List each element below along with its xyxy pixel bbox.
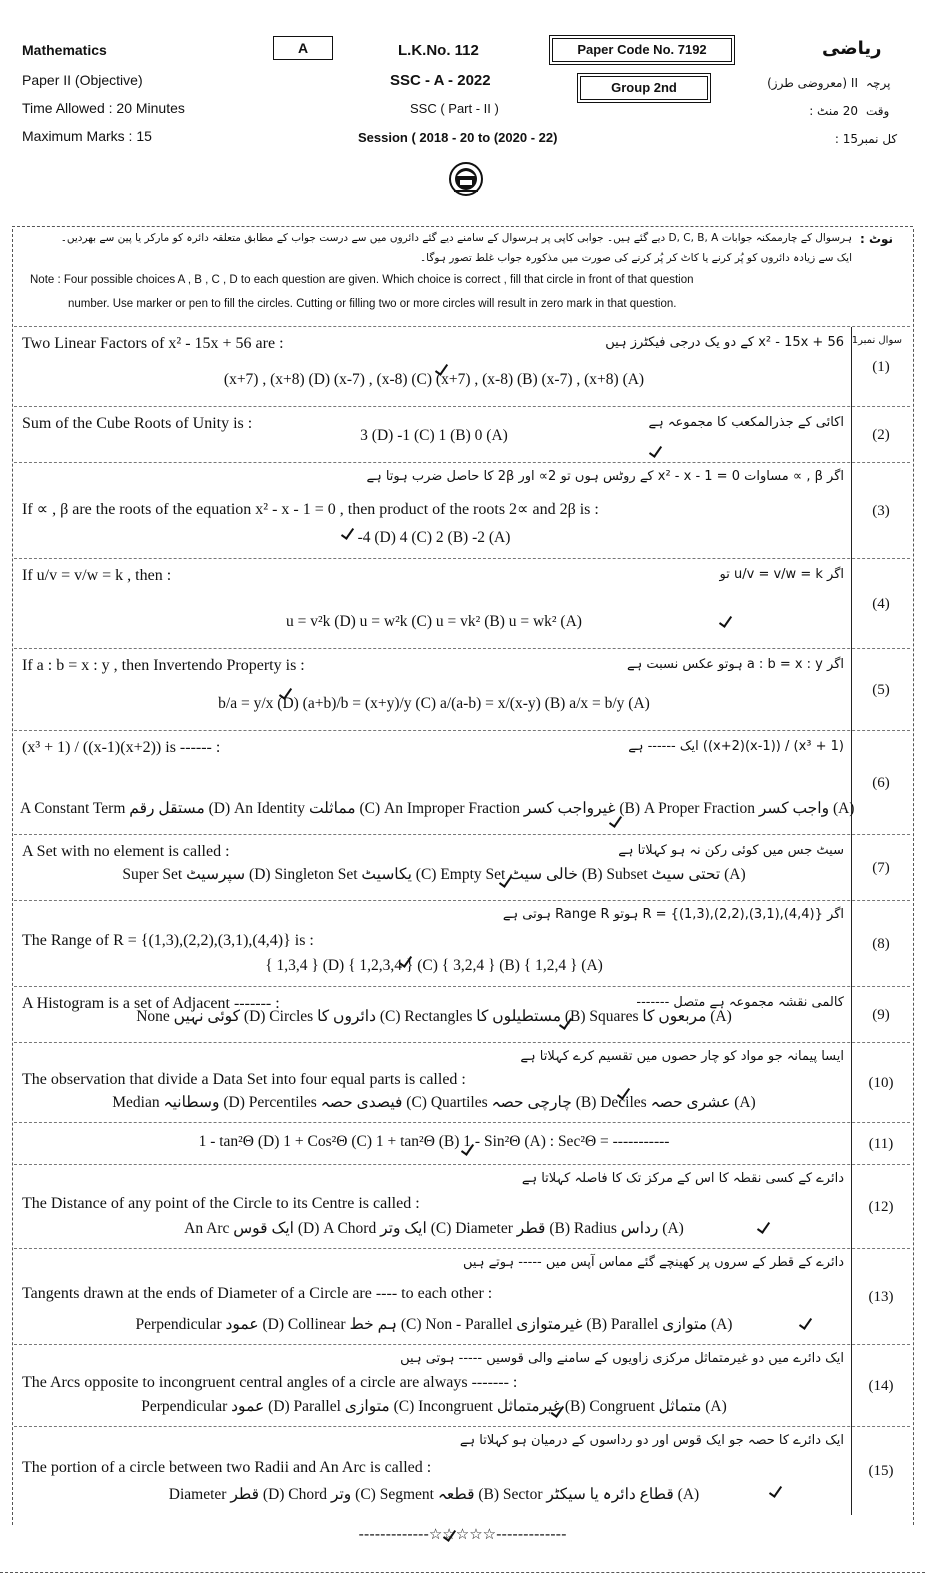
question-options: Perpendicular عمود (D) Parallel متوازی (C) Incongruent غیرمتماثل (B) Congruent متماثل (A) bbox=[141, 1398, 727, 1415]
question-options: 1 - tan²Θ (D) 1 + Cos²Θ (C) 1 + tan²Θ (B) 1 - Sin²Θ (A) : Sec²Θ = ----------- bbox=[198, 1133, 670, 1150]
question-number: (13) bbox=[851, 1249, 910, 1345]
question-number: (14) bbox=[851, 1345, 910, 1427]
question-text-urdu: سیٹ جس میں کوئی رکن نہ ہو کہلاتا ہے bbox=[618, 843, 844, 858]
question-options: (x+7) , (x+8) (D) (x-7) , (x-8) (C) (x+7) , (x-8) (B) (x-7) , (x+8) (A) bbox=[223, 371, 645, 388]
marks-label: Maximum Marks : 15 bbox=[22, 128, 152, 144]
part-label: SSC ( Part - II ) bbox=[410, 101, 499, 116]
question-row bbox=[14, 406, 910, 463]
question-options: 3 (D) -1 (C) 1 (B) 0 (A) bbox=[360, 427, 508, 444]
question-text-english: The Range of R = {(1,3),(2,2),(3,1),(4,4)} is : bbox=[22, 932, 314, 949]
answer-tick-mark bbox=[800, 1310, 816, 1330]
lk-number: L.K.No. 112 bbox=[398, 42, 479, 59]
question-text-urdu: x² - 15x + 56 کے دو یک درجی فیکٹرز ہیں bbox=[605, 335, 844, 350]
question-row bbox=[14, 462, 910, 559]
ssc-title: SSC - A - 2022 bbox=[390, 72, 491, 89]
question-number: (10) bbox=[851, 1043, 910, 1123]
urdu-paper-label: پرچہ bbox=[866, 76, 891, 90]
answer-tick-mark bbox=[436, 356, 452, 376]
answer-tick-mark bbox=[720, 608, 736, 628]
answer-tick-mark bbox=[560, 1010, 576, 1030]
question-row bbox=[14, 1042, 910, 1123]
question-number: (15) bbox=[851, 1427, 910, 1515]
question-text-urdu: اگر u/v = v/w = k تو bbox=[719, 567, 844, 582]
question-number: (9) bbox=[851, 987, 910, 1043]
question-number: (3) bbox=[851, 463, 910, 559]
question-number: (4) bbox=[851, 559, 910, 649]
answer-tick-mark bbox=[342, 520, 358, 540]
question-text-english: The observation that divide a Data Set into four equal parts is called : bbox=[22, 1071, 466, 1088]
note-urdu-line2: ایک سے زیادہ دائروں کو پُر کرنے یا کاٹ کر پُر کرنے کی صورت میں مذکورہ جواب غلط تصور ہوگا۔ bbox=[419, 252, 852, 264]
urdu-marks-label: کل نمبر bbox=[858, 132, 898, 146]
question-text-english: The Arcs opposite to incongruent central angles of a circle are always ------- : bbox=[22, 1374, 518, 1391]
question-row bbox=[14, 1248, 910, 1345]
question-options: None کوئی نہیں (D) Circles دائروں کا (C) Rectangles مستطیلوں کا (B) Squares مربعوں کا (A) bbox=[136, 1008, 732, 1025]
subject-label: Mathematics bbox=[22, 42, 107, 58]
question-text-urdu: ایک دائرے کا حصہ جو ایک قوس اور دو رداسوں کے درمیان ہو کہلاتا ہے bbox=[459, 1433, 844, 1448]
question-number: (1) bbox=[851, 327, 910, 407]
question-text-english: A Set with no element is called : bbox=[22, 843, 230, 860]
question-row bbox=[14, 834, 910, 901]
note-urdu-label: نوٹ : bbox=[860, 232, 894, 246]
question-number: (11) bbox=[851, 1123, 910, 1165]
group-box: A bbox=[273, 36, 333, 60]
answer-tick-mark bbox=[552, 1398, 568, 1418]
question-number: (6) bbox=[851, 731, 910, 835]
question-text-urdu: دائرے کے قطر کے سروں پر کھینچے گئے مماس آپس میں ----- ہوتے ہیں bbox=[463, 1255, 844, 1270]
question-text-urdu: اگر a : b = x : y ہوتو عکس نسبت ہے bbox=[626, 657, 844, 672]
answer-tick-mark bbox=[462, 1136, 478, 1156]
question-row bbox=[14, 326, 910, 407]
note-english-line1: Note : Four possible choices A , B , C , D to each question are given. Which choice is correct , fill that circle in front of that question bbox=[30, 274, 694, 286]
question-text-english: If u/v = v/w = k , then : bbox=[22, 567, 172, 584]
question-text-english: If ∝ , β are the roots of the equation x² - x - 1 = 0 , then product of the roots 2∝ and 2β is : bbox=[22, 501, 599, 518]
question-row bbox=[14, 558, 910, 649]
urdu-paper: II (معروضی طرز) bbox=[767, 76, 858, 90]
bottom-divider bbox=[0, 1572, 925, 1573]
question-row bbox=[14, 1164, 910, 1249]
question-options: An Arc ایک قوس (D) A Chord ایک وتر (C) Diameter قطر (B) Radius رداس (A) bbox=[184, 1220, 684, 1237]
urdu-time-label: وقت bbox=[866, 104, 890, 118]
question-section-label: سوال نمبر1 bbox=[851, 335, 902, 346]
top-divider bbox=[12, 226, 913, 227]
answer-tick-mark bbox=[280, 680, 296, 700]
question-options: -4 (D) 4 (C) 2 (B) -2 (A) bbox=[357, 529, 511, 546]
question-options: u = v²k (D) u = w²k (C) u = vk² (B) u = wk² (A) bbox=[286, 613, 582, 630]
urdu-time: 20 منٹ : bbox=[809, 104, 858, 118]
answer-tick-mark bbox=[618, 1080, 634, 1100]
paper-code-box: Paper Code No. 7192 bbox=[552, 38, 732, 62]
question-row bbox=[14, 648, 910, 731]
question-text-urdu: (x³ + 1) / ((x-1)(x+2)) ایک ------ ہے bbox=[628, 739, 844, 754]
question-options: Super Set سپرسیٹ (D) Singleton Set یکاسیٹ (C) Empty Set خالی سیٹ (B) Subset تحتی سیٹ (A) bbox=[122, 866, 746, 883]
answer-tick-mark bbox=[758, 1214, 774, 1234]
question-text-english: Tangents drawn at the ends of Diameter of a Circle are ---- to each other : bbox=[22, 1285, 493, 1302]
answer-tick-mark bbox=[500, 868, 516, 888]
question-text-urdu: دائرے کے کسی نقطہ کا اس کے مرکز تک کا فاصلہ کہلاتا ہے bbox=[521, 1171, 844, 1186]
urdu-subject: ریاضی bbox=[822, 38, 882, 59]
answer-tick-mark bbox=[444, 1522, 460, 1542]
question-text-urdu: ایک دائرے میں دو غیرمتماثل مرکزی زاویوں کے سامنے والی قوسیں ----- ہوتی ہیں bbox=[400, 1351, 844, 1366]
question-number: (7) bbox=[851, 835, 910, 901]
question-text-urdu: اکائی کے جذرالمکعب کا مجموعہ ہے bbox=[648, 415, 844, 430]
question-row bbox=[14, 900, 910, 987]
footer-stars: -------------☆☆☆☆☆------------- bbox=[358, 1525, 567, 1543]
question-options: Median وسطانیہ (D) Percentiles فیصدی حصہ (C) Quartiles چارچی حصہ (B) Deciles عشری حصہ (A) bbox=[112, 1094, 756, 1111]
note-english-line2: number. Use marker or pen to fill the circles. Cutting or filling two or more circles will result in zero mark in that question. bbox=[68, 298, 677, 310]
question-options: Diameter قطر (D) Chord وتر (C) Segment قطعہ (B) Sector قطاع دائرہ یا سیکٹر (A) bbox=[168, 1486, 700, 1503]
question-text-english: A Histogram is a set of Adjacent ------- : bbox=[22, 995, 280, 1012]
session-label: Session ( 2018 - 20 to (2020 - 22) bbox=[358, 130, 558, 145]
question-text-urdu: ایسا پیمانہ جو مواد کو چار حصوں میں تقسیم کرے کہلاتا ہے bbox=[520, 1049, 844, 1064]
question-row bbox=[14, 986, 910, 1043]
question-number: (2) bbox=[851, 407, 910, 463]
question-text-urdu: کالمی نقشہ مجموعہ ہے متصل ------- bbox=[636, 995, 844, 1010]
group-label-box: Group 2nd bbox=[580, 76, 708, 100]
question-text-urdu: اگر β , ∝ مساوات x² - x - 1 = 0 کے روٹس ہوں تو 2∝ اور 2β کا حاصل ضرب ہوتا ہے bbox=[366, 469, 844, 484]
question-number: (12) bbox=[851, 1165, 910, 1249]
board-logo-icon bbox=[448, 160, 484, 198]
question-number: (5) bbox=[851, 649, 910, 731]
urdu-marks: 15 : bbox=[834, 132, 858, 146]
answer-tick-mark bbox=[610, 808, 626, 828]
question-text-urdu: اگر R = {(1,3),(2,2),(3,1),(4,4)} ہوتو Range R ہوتی ہے bbox=[502, 907, 844, 922]
question-text-english: If a : b = x : y , then Invertendo Property is : bbox=[22, 657, 305, 674]
answer-tick-mark bbox=[770, 1478, 786, 1498]
question-options: b/a = y/x (D) (a+b)/b = (x+y)/y (C) a/(a-b) = x/(x-y) (B) a/x = b/y (A) bbox=[218, 695, 650, 712]
answer-tick-mark bbox=[650, 438, 666, 458]
question-options: A Constant Term مستقل رقم (D) An Identity مماثلت (C) An Improper Fraction غیرواجب کسر (B) A Proper Fraction واجب کسر (A) bbox=[20, 800, 855, 817]
note-urdu-line1: ہرسوال کے چارممکنہ جوابات D, C, B, A دیے گئے ہیں۔ جوابی کاپی پر ہرسوال کے سامنے دیے گئے دائروں میں سے درست جواب کے مطابق متعلقہ دائرہ کو مارکر یا پین سے بھردیں۔ bbox=[60, 232, 852, 244]
question-text-english: The portion of a circle between two Radii and An Arc is called : bbox=[22, 1459, 432, 1476]
question-row bbox=[14, 730, 910, 835]
question-row bbox=[14, 1426, 910, 1515]
question-text-english: (x³ + 1) / ((x-1)(x+2)) is ------ : bbox=[22, 739, 221, 756]
time-label: Time Allowed : 20 Minutes bbox=[22, 100, 185, 116]
paper-label: Paper II (Objective) bbox=[22, 72, 143, 88]
question-text-english: Sum of the Cube Roots of Unity is : bbox=[22, 415, 253, 432]
question-options: { 1,3,4 } (D) { 1,2,3,4 } (C) { 3,2,4 } (B) { 1,2,4 } (A) bbox=[265, 957, 603, 974]
question-text-english: The Distance of any point of the Circle to its Centre is called : bbox=[22, 1195, 420, 1212]
answer-tick-mark bbox=[400, 948, 416, 968]
question-row bbox=[14, 1344, 910, 1427]
question-number: (8) bbox=[851, 901, 910, 987]
question-options: Perpendicular عمود (D) Collinear ہم خط (C) Non - Parallel غیرمتوازی (B) Parallel متوازی (A) bbox=[135, 1316, 733, 1333]
question-text-english: Two Linear Factors of x² - 15x + 56 are : bbox=[22, 335, 284, 352]
